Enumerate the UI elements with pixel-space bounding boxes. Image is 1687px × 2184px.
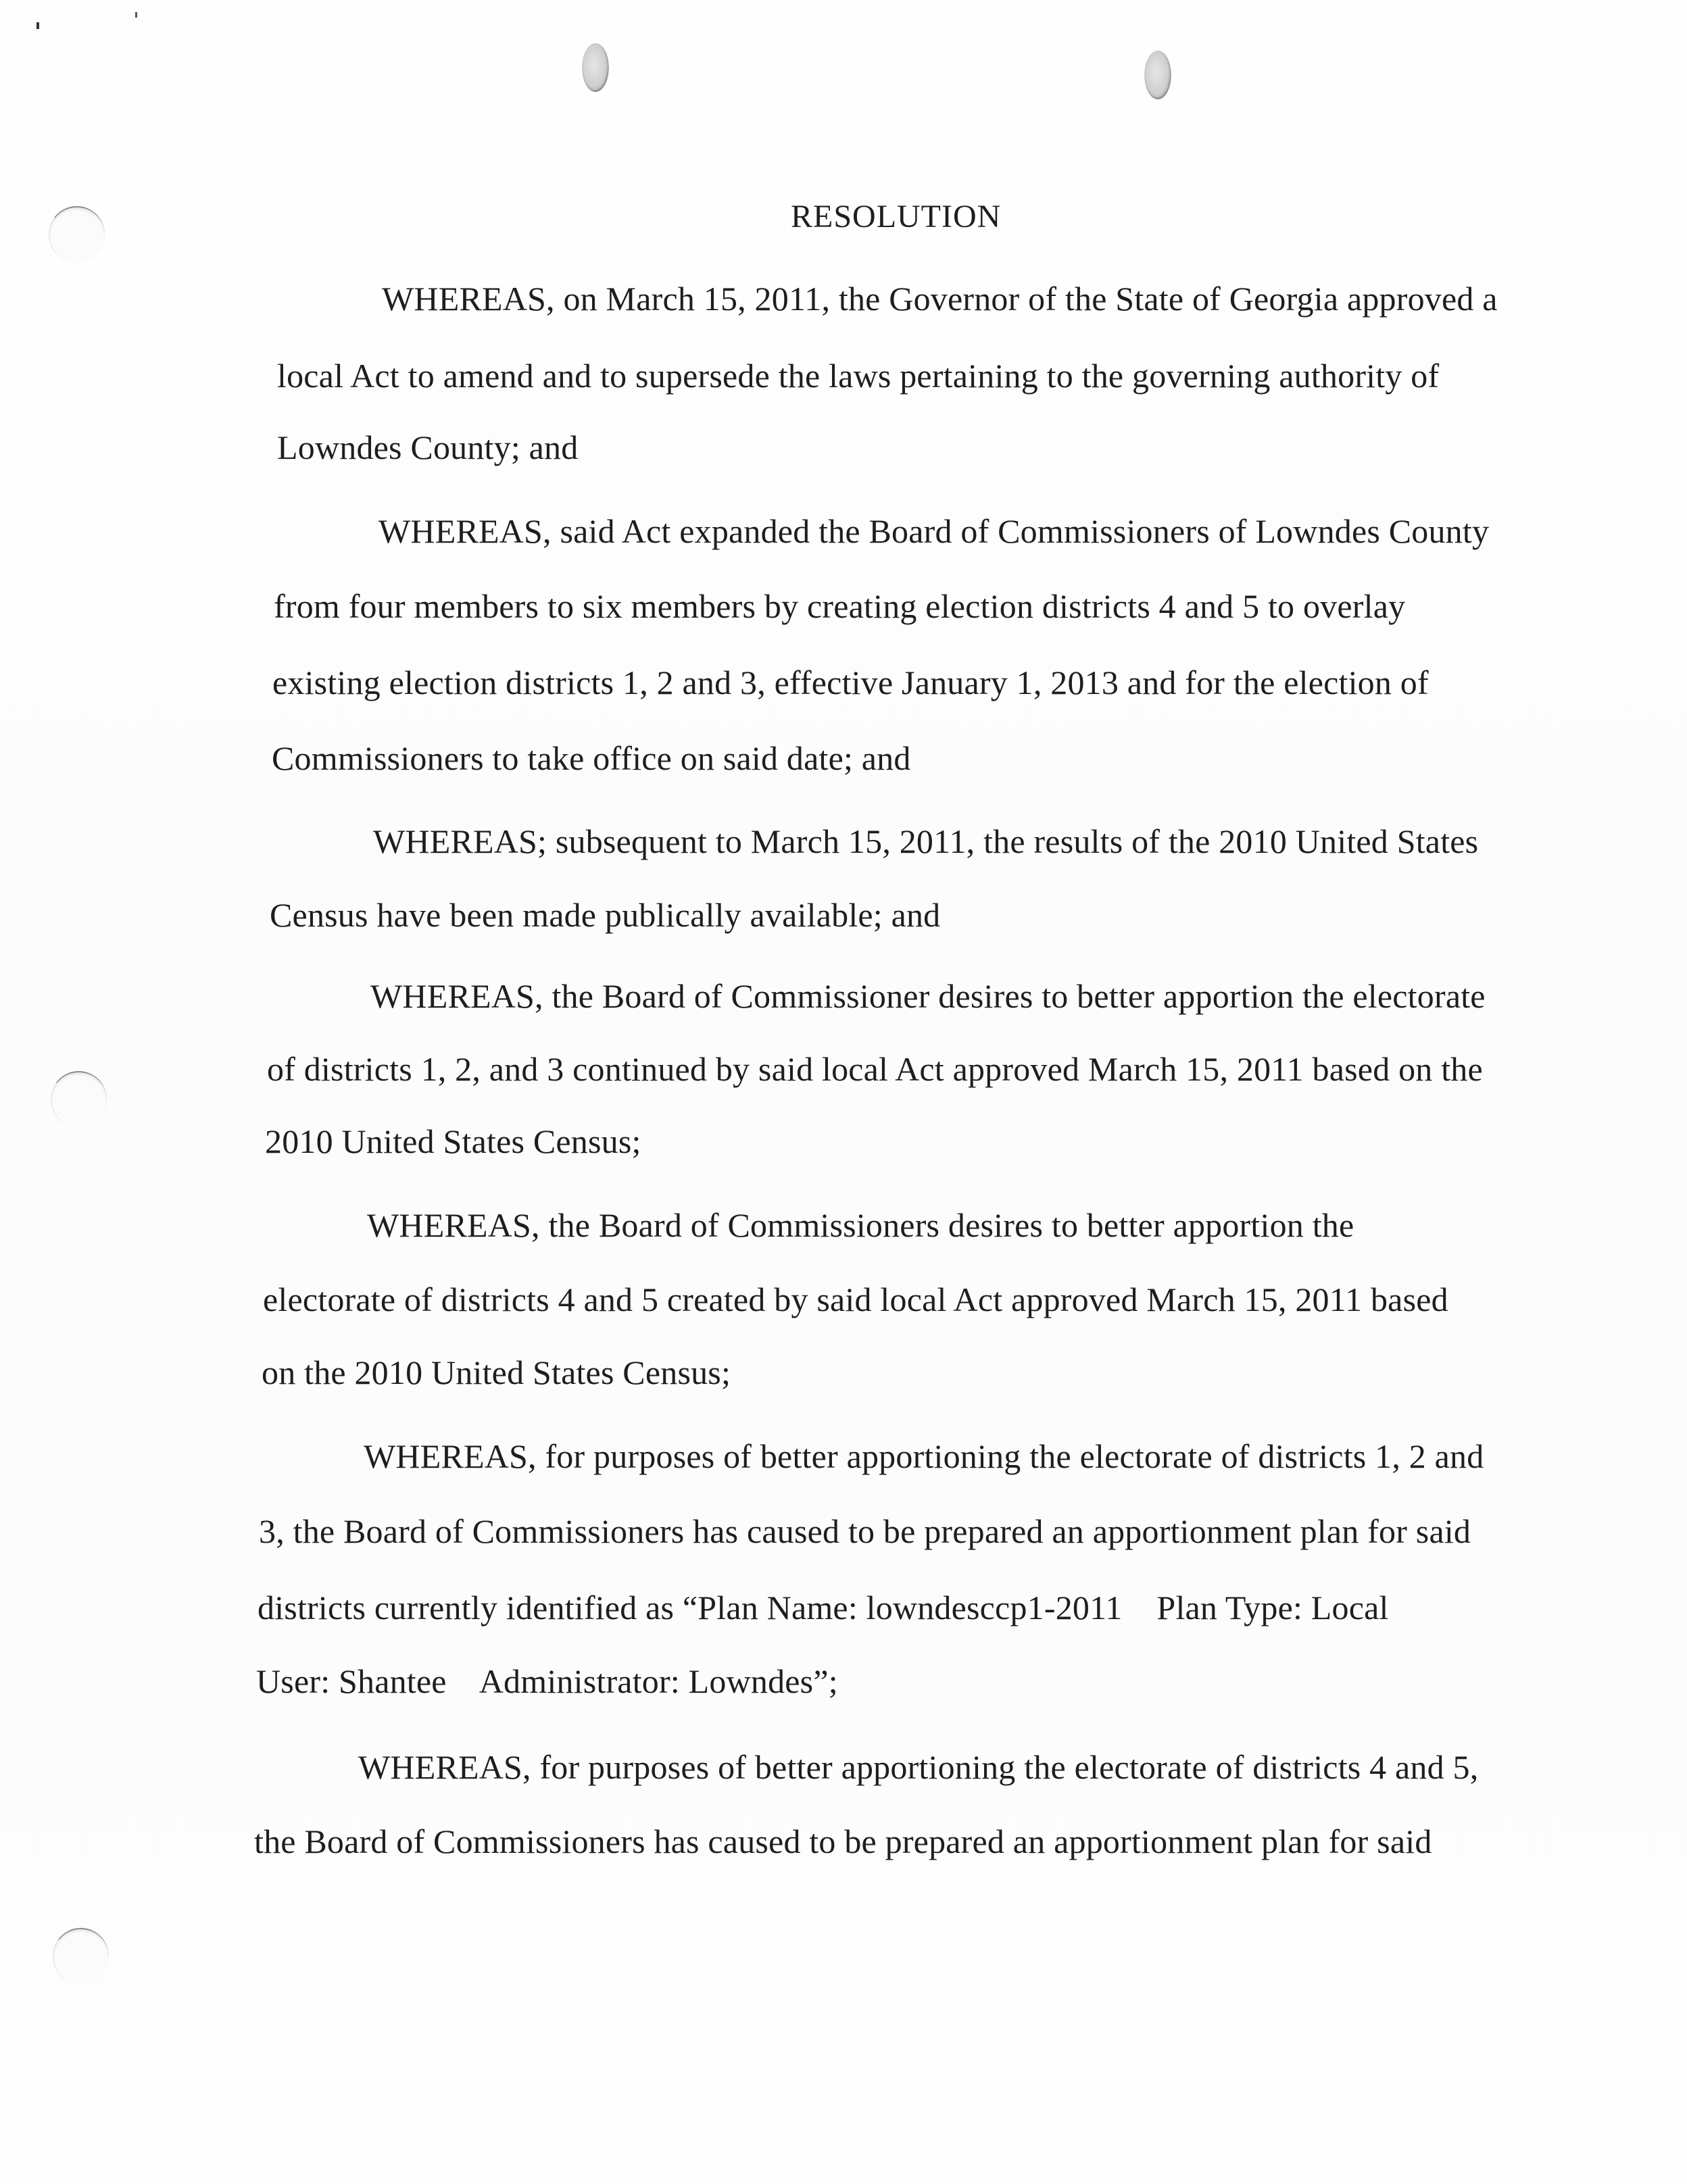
text-line: of districts 1, 2, and 3 continued by said local Act approved March 15, 2011 based on the [267,1050,1483,1088]
text-line: Commissioners to take office on said date; and [272,739,911,777]
scan-speck [135,12,137,18]
text-line: 2010 United States Census; [265,1122,641,1160]
text-line: User: Shantee Administrator: Lowndes”; [256,1662,838,1700]
punch-hole-icon [49,206,105,263]
text-line: WHEREAS, on March 15, 2011, the Governor of the State of Georgia approved a [382,280,1498,318]
punch-hole-icon [53,1928,109,1985]
text-line: from four members to six members by creating election districts 4 and 5 to overlay [274,587,1406,625]
text-line: WHEREAS, the Board of Commissioner desires to better apportion the electorate [370,977,1486,1015]
text-line: Census have been made publically available; and [270,896,941,934]
binder-hole-icon [582,43,609,92]
text-line: 3, the Board of Commissioners has caused to be prepared an apportionment plan for said [259,1512,1471,1550]
text-line: the Board of Commissioners has caused to be prepared an apportionment plan for said [254,1822,1432,1860]
text-line: existing election districts 1, 2 and 3, effective January 1, 2013 and for the election of [272,664,1429,701]
text-line: districts currently identified as “Plan Name: lowndesccp1-2011 Plan Type: Local [258,1589,1389,1627]
scan-speck [36,22,39,29]
text-line: WHEREAS, for purposes of better apportioning the electorate of districts 4 and 5, [358,1748,1479,1786]
text-line: electorate of districts 4 and 5 created by said local Act approved March 15, 2011 based [263,1281,1448,1318]
text-line: WHEREAS, said Act expanded the Board of Commissioners of Lowndes County [378,512,1490,550]
text-line: WHEREAS; subsequent to March 15, 2011, the results of the 2010 United States [373,822,1479,860]
text-line: WHEREAS, the Board of Commissioners desires to better apportion the [367,1206,1354,1244]
punch-hole-icon [51,1071,107,1128]
text-line: on the 2010 United States Census; [262,1354,731,1391]
binder-hole-icon [1144,51,1171,99]
text-line: Lowndes County; and [277,428,579,466]
text-line: local Act to amend and to supersede the laws pertaining to the governing authority of [277,357,1440,395]
document-title: RESOLUTION [791,199,1002,234]
text-line: WHEREAS, for purposes of better apportioning the electorate of districts 1, 2 and [364,1437,1484,1475]
